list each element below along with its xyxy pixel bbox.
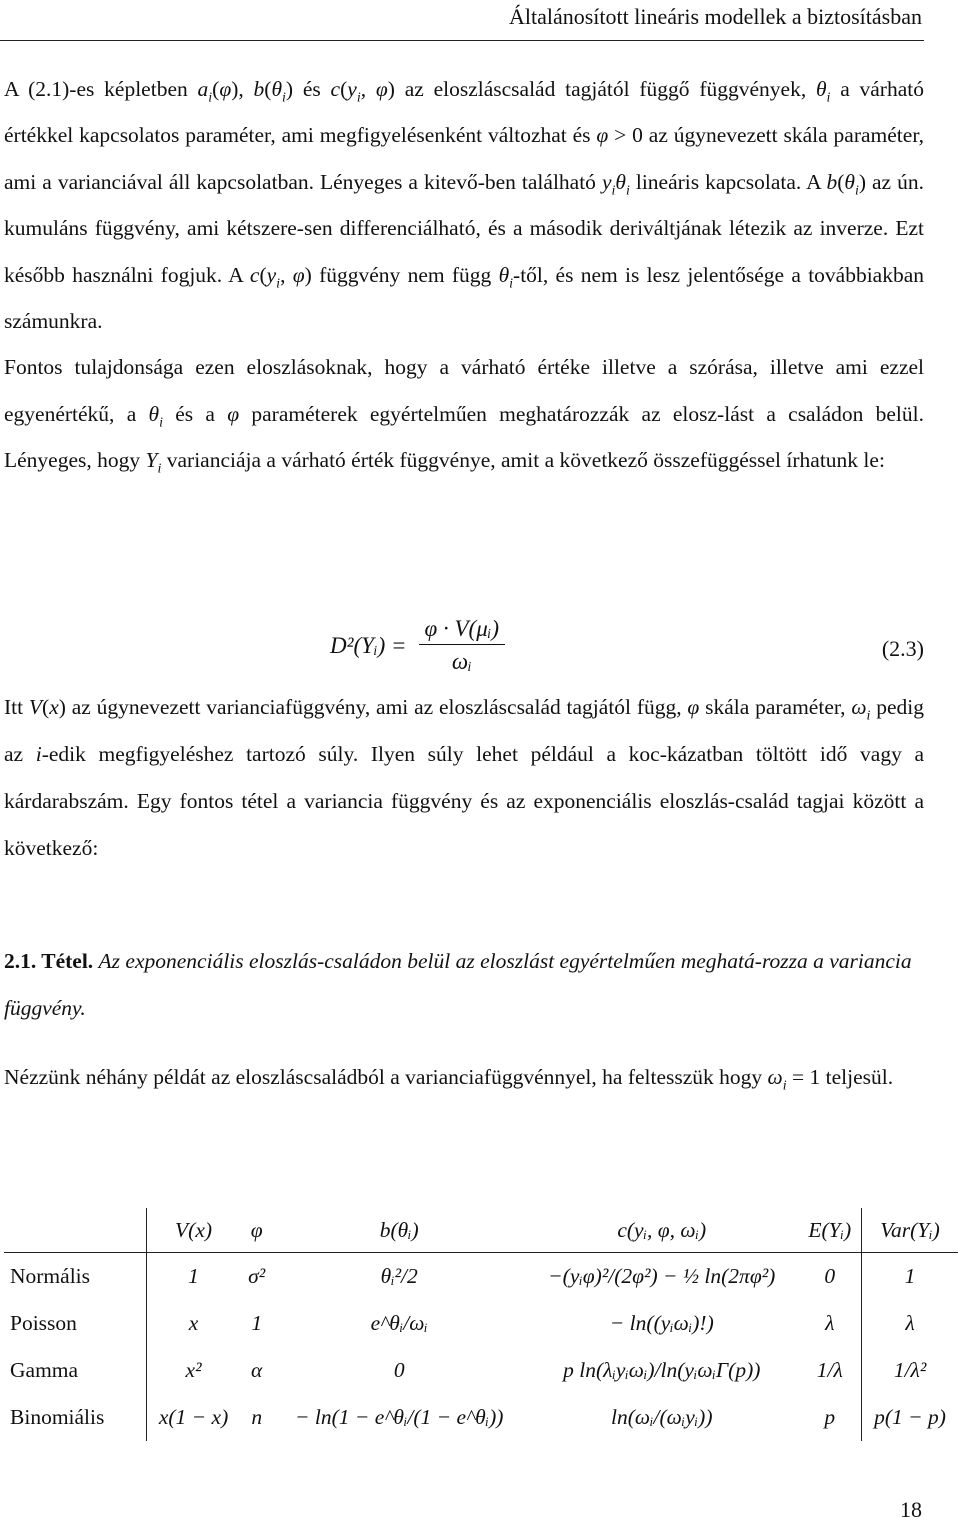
header-cell: b(θᵢ) [273,1208,525,1253]
equation-2-3 [0,606,924,686]
header-cell-empty [4,1208,147,1253]
table-cell: 1/λ² [893,1357,927,1382]
header-cell: φ [240,1208,273,1253]
table-cell: σ² [248,1263,266,1288]
header-rule [0,40,924,41]
table-cell: p(1 − p) [874,1404,946,1429]
table-cell: λ [905,1310,915,1335]
table-row [4,1253,958,1300]
header-cell: E(Yᵢ) [798,1208,861,1253]
table-cell: −(yᵢφ)²/(2φ²) − ½ ln(2πφ²) [548,1263,776,1288]
table-cell: 1 [904,1263,916,1288]
table-cell: x(1 − x) [158,1404,229,1429]
table-cell: e^θᵢ/ωᵢ [370,1310,428,1335]
row-label: Poisson [4,1300,147,1347]
table-cell: p [798,1394,861,1441]
table-cell: x [188,1310,199,1335]
header-cell: Var(Yᵢ) [862,1208,958,1253]
paragraph-3: Itt V(x) az úgynevezett varianciafüggvény, ami az eloszláscsalád tagjától függ, φ skála paraméter, $\omega_i$ pedig az i-edik megfigyeléshez tartozó súly. Ilyen súly lehet például a koc-kázatban töltött idő vagy a kárdarabszám. Egy fontos tétel a variancia függvény és az exponenciális eloszlás-család tagjai között a következő: [4,695,924,860]
table-intro: Nézzünk néhány példát az eloszláscsaládból a varianciafüggvénnyel, ha feltesszük hogy $\omega_i = 1$ teljesül. [4,1065,894,1094]
table-header-row [4,1208,958,1253]
table-row [4,1394,958,1441]
row-label: Gamma [4,1347,147,1394]
equation-denominator: ωᵢ [451,649,472,674]
equation-number: (2.3) [881,636,924,661]
table-cell: − ln((yᵢωᵢ)!) [609,1310,714,1335]
row-label: Binomiális [4,1394,147,1441]
distribution-table [4,1208,958,1441]
table-cell: 1 [188,1263,199,1288]
table-cell: n [251,1404,263,1429]
row-label: Normális [4,1253,147,1300]
table-cell: p ln(λᵢyᵢωᵢ)/ln(yᵢωᵢΓ(p)) [563,1357,761,1382]
table-cell: x² [185,1357,202,1382]
paragraph-1: A (2.1)-es képletben $a_i(\varphi)$, $b(\theta_i)$ és $c(y_i$, φ) az eloszláscsalád tagjától függő függvények, $\theta_i$ a várható értékkel kapcsolatos paraméter, ami megfigyelésenként változhat és φ > 0 az úgynevezett skála paraméter, ami a varianciával áll kapcsolatban. Lényeges a kitevő-ben található $y_i\theta_i$ lineáris kapcsolata. A $b(\theta_i)$ az ún. kumuláns függvény, ami kétszere-sen differenciálható, és a második deriváltjának létezik az inverze. Ezt később használni fogjuk. A $c(y_i$, φ) függvény nem függ $\theta_i$-től, és nem is lesz jelentősége a továbbiakban számunkra. [4,77,925,334]
paragraph-2: Fontos tulajdonsága ezen eloszlásoknak, hogy a várható értéke illetve a szórása, illetve ami ezzel egyenértékű, a $\theta_i$ és a φ paraméterek egyértelműen meghatározzák az elosz-lást a családon belül. Lényeges, hogy $Y_i$ varianciája a várható érték függvénye, amit a következő összefüggéssel írhatunk le: [4,355,924,477]
theorem-label: 2.1. Tétel. [4,949,94,973]
header-cell: V(x) [147,1208,241,1253]
paragraph-1-and-2 [4,66,924,484]
table-cell: − ln(1 − e^θᵢ/(1 − e^θᵢ)) [295,1404,504,1429]
table-cell: 0 [798,1253,861,1300]
table-cell: 0 [393,1357,405,1382]
header-cell: c(yᵢ, φ, ωᵢ) [525,1208,798,1253]
equation-lhs: D²(Yᵢ) = [330,632,407,658]
theorem [4,938,924,1032]
page-number: 18 [900,1497,922,1522]
table-cell: 1/λ [798,1347,861,1394]
table-row [4,1347,958,1394]
table-cell: θᵢ²/2 [380,1263,418,1288]
running-title: Általánosított lineáris modellek a biztosításban [508,4,922,29]
equation-fraction [419,616,506,675]
table-cell: 1 [251,1310,263,1335]
table-cell: ln(ωᵢ/(ωᵢyᵢ)) [611,1404,713,1429]
equation-body [330,616,505,675]
equation-numerator: φ · V(μᵢ) [419,616,506,645]
theorem-text: Az exponenciális eloszlás-családon belül az eloszlást egyértelműen meghatá-rozza a variancia függvény. [4,949,912,1020]
table-cell: α [251,1357,263,1382]
table-row [4,1300,958,1347]
table-cell: λ [798,1300,861,1347]
